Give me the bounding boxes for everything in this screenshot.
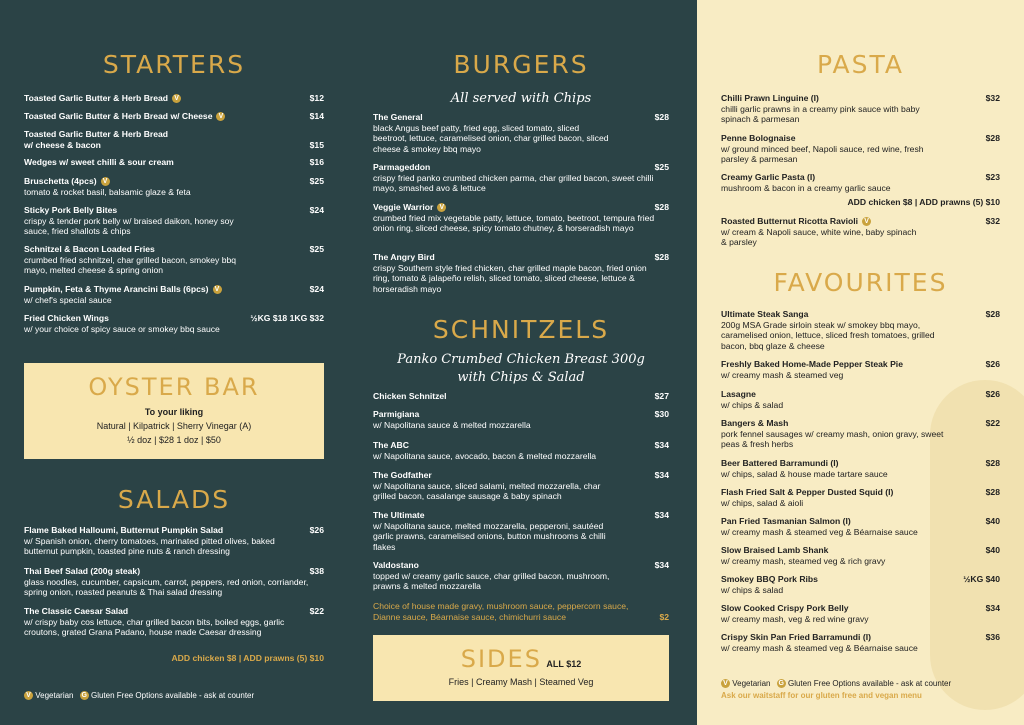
legend-left: V Vegetarian G Gluten Free Options available - ask at counter xyxy=(24,691,324,702)
menu-item: Freshly Baked Home-Made Pepper Steak Pie $26 w/ creamy mash & steamed veg xyxy=(721,359,1000,380)
menu-item: Valdostano $34 topped w/ creamy garlic sauce, char grilled bacon, mushroom, prawns & melted mozzarella xyxy=(373,560,669,591)
gravy-choice: Choice of house made gravy, mushroom sauce, peppercorn sauce, Dianne sauce, Béarnaise sauce, chimichurri sauce $2 xyxy=(373,601,669,622)
schnitzels-subtitle-1: Panko Crumbed Chicken Breast 300g xyxy=(397,352,645,367)
sides-box xyxy=(373,635,669,701)
menu-item: Chilli Prawn Linguine (I) $32 chilli garlic prawns in a creamy pink sauce with baby spinach & parmesan xyxy=(721,93,1000,124)
menu-item: Penne Bolognaise $28 w/ ground minced beef, Napoli sauce, red wine, fresh parsley & parmesan xyxy=(721,133,1000,164)
menu-item: Parmageddon $25 crispy fried panko crumbed chicken parma, char grilled bacon, sweet chilli mayo, smashed avo & lettuce xyxy=(373,162,669,193)
menu-item: Thai Beef Salad (200g steak) $38 glass noodles, cucumber, capsicum, carrot, peppers, red onion, corriander, spring onion, roasted peanuts & Thai salad dressing xyxy=(24,566,324,597)
menu-item: Veggie Warrior V $28 crumbed fried mix vegetable patty, lettuce, tomato, beetroot, tempura fried onion ring, sliced cheese, spicy tomato chutney, & horseradish mayo xyxy=(373,202,669,233)
schnitzels-heading: SCHNITZELS xyxy=(432,315,610,344)
menu-item: Pan Fried Tasmanian Salmon (I) $40 w/ creamy mash & steamed veg & Béarnaise sauce xyxy=(721,516,1000,537)
oyster-options: Natural | Kilpatrick | Sherry Vinegar (A) xyxy=(96,421,252,431)
menu-item: The Angry Bird $28 crispy Southern style fried chicken, char grilled maple bacon, fried onion ring, tomato & jalapeño relish, sliced tomato, sliced cheese, lettuce & horseradish mayo xyxy=(373,252,669,294)
vegetarian-icon: V xyxy=(862,217,871,226)
gf-badge-icon: G xyxy=(81,692,87,700)
menu-item: Roasted Butternut Ricotta Ravioli V $32 w/ cream & Napoli sauce, white wine, baby spinach & parsley xyxy=(721,216,1000,247)
v-badge-icon: V xyxy=(721,679,730,688)
oyster-prices: ½ doz | $28 1 doz | $50 xyxy=(127,435,221,445)
salads-heading: SALADS xyxy=(117,485,231,514)
vegan-note: Ask our waitstaff for our gluten free and vegan menu xyxy=(721,691,922,700)
vegetarian-icon: V xyxy=(101,177,110,186)
menu-item: Wedges w/ sweet chilli & sour cream $16 xyxy=(24,157,324,167)
v-badge-icon: V xyxy=(24,691,33,700)
salad-addons: ADD chicken $8 | ADD prawns (5) $10 xyxy=(171,653,324,663)
oyster-bar-heading: OYSTER BAR xyxy=(88,373,260,401)
menu-item: Chicken Schnitzel $27 xyxy=(373,391,669,401)
menu-item: Slow Braised Lamb Shank $40 w/ creamy mash, steamed veg & rich gravy xyxy=(721,545,1000,566)
sides-items: Fries | Creamy Mash | Steamed Veg xyxy=(448,677,594,687)
menu-item: Smokey BBQ Pork Ribs ½KG $40 w/ chips & salad xyxy=(721,574,1000,595)
menu-item: Flash Fried Salt & Pepper Dusted Squid (I) $28 w/ chips, salad & aioli xyxy=(721,487,1000,508)
menu-item: The General $28 black Angus beef patty, fried egg, sliced tomato, sliced beetroot, lettuce, caramelised onion, char grilled bacon, sliced cheese & smokey bbq mayo xyxy=(373,112,669,154)
menu-item: Flame Baked Halloumi, Butternut Pumpkin Salad $26 w/ Spanish onion, cherry tomatoes, marinated pitted olives, baked butternut pumpkin, toasted pine nuts & ranch dressing xyxy=(24,525,324,556)
sides-heading: SIDES xyxy=(460,645,542,673)
menu-item: Pumpkin, Feta & Thyme Arancini Balls (6pcs) V $24 w/ chef's special sauce xyxy=(24,284,324,305)
oyster-liking: To your liking xyxy=(144,407,204,417)
schnitzels-subtitle-2: with Chips & Salad xyxy=(457,370,585,385)
menu-item: The Ultimate $34 w/ Napolitana sauce, melted mozzarella, pepperoni, sautéed garlic prawns, caramelised onions, button mushrooms & chilli flakes xyxy=(373,510,669,552)
burgers-subtitle: All served with Chips xyxy=(450,91,592,106)
menu-item: Fried Chicken Wings ½KG $18 1KG $32 w/ your choice of spicy sauce or smokey bbq sauce xyxy=(24,313,324,334)
vegetarian-icon: V xyxy=(216,112,225,121)
oyster-bar-box xyxy=(24,363,324,459)
menu-item: Toasted Garlic Butter & Herb Bread w/ cheese & bacon $15 xyxy=(24,129,324,150)
menu-item: Bangers & Mash $22 pork fennel sausages w/ creamy mash, onion gravy, sweet peas & fresh herbs xyxy=(721,418,1000,449)
menu-item: Bruschetta (4pcs) V $25 tomato & rocket basil, balsamic glaze & feta xyxy=(24,176,324,197)
menu-item: The ABC $34 w/ Napolitana sauce, avocado, bacon & melted mozzarella xyxy=(373,440,669,461)
vegetarian-icon: V xyxy=(437,203,446,212)
vegetarian-icon: V xyxy=(213,285,222,294)
gf-badge-icon: G xyxy=(778,680,784,688)
menu-item: Ultimate Steak Sanga $28 200g MSA Grade sirloin steak w/ smokey bbq mayo, caramelised onion, lettuce, sliced fresh tomatoes, grilled bacon, bbq glaze & cheese xyxy=(721,309,1000,351)
menu-item: Slow Cooked Crispy Pork Belly $34 w/ creamy mash, veg & red wine gravy xyxy=(721,603,1000,624)
starters-heading: STARTERS xyxy=(102,50,246,79)
menu-item: Beer Battered Barramundi (I) $28 w/ chips, salad & house made tartare sauce xyxy=(721,458,1000,479)
pasta-addons: ADD chicken $8 | ADD prawns (5) $10 xyxy=(847,197,1000,207)
vegetarian-icon: V xyxy=(172,94,181,103)
menu-item: Creamy Garlic Pasta (I) $23 mushroom & bacon in a creamy garlic sauce xyxy=(721,172,1000,193)
pasta-heading: PASTA xyxy=(817,50,904,79)
menu-item: Toasted Garlic Butter & Herb Bread V $12 xyxy=(24,93,324,103)
menu-item: Lasagne $26 w/ chips & salad xyxy=(721,389,1000,410)
menu-item: The Godfather $34 w/ Napolitana sauce, sliced salami, melted mozzarella, char grilled bacon, casalange sausage & baby spinach xyxy=(373,470,669,501)
burgers-heading: BURGERS xyxy=(453,50,589,79)
menu-item: Crispy Skin Pan Fried Barramundi (I) $36 w/ creamy mash & steamed veg & Béarnaise sauce xyxy=(721,632,1000,653)
menu-item: Schnitzel & Bacon Loaded Fries $25 crumbed fried schnitzel, char grilled bacon, smokey bbq mayo, melted cheese & spring onion xyxy=(24,244,324,275)
menu-item: Sticky Pork Belly Bites $24 crispy & tender pork belly w/ braised daikon, honey soy sauce, fried shallots & chips xyxy=(24,205,324,236)
legend-right: V Vegetarian G Gluten Free Options available - ask at counter xyxy=(721,679,1000,690)
sides-price: ALL $12 xyxy=(546,659,582,669)
menu-item: Toasted Garlic Butter & Herb Bread w/ Cheese V $14 xyxy=(24,111,324,121)
menu-item: The Classic Caesar Salad $22 w/ crispy baby cos lettuce, char grilled bacon bits, boiled eggs, garlic croutons, grated Grana Padano, house made Caesar dressing xyxy=(24,606,324,637)
favourites-heading: FAVOURITES xyxy=(773,268,948,297)
menu-item: Parmigiana $30 w/ Napolitana sauce & melted mozzarella xyxy=(373,409,669,430)
